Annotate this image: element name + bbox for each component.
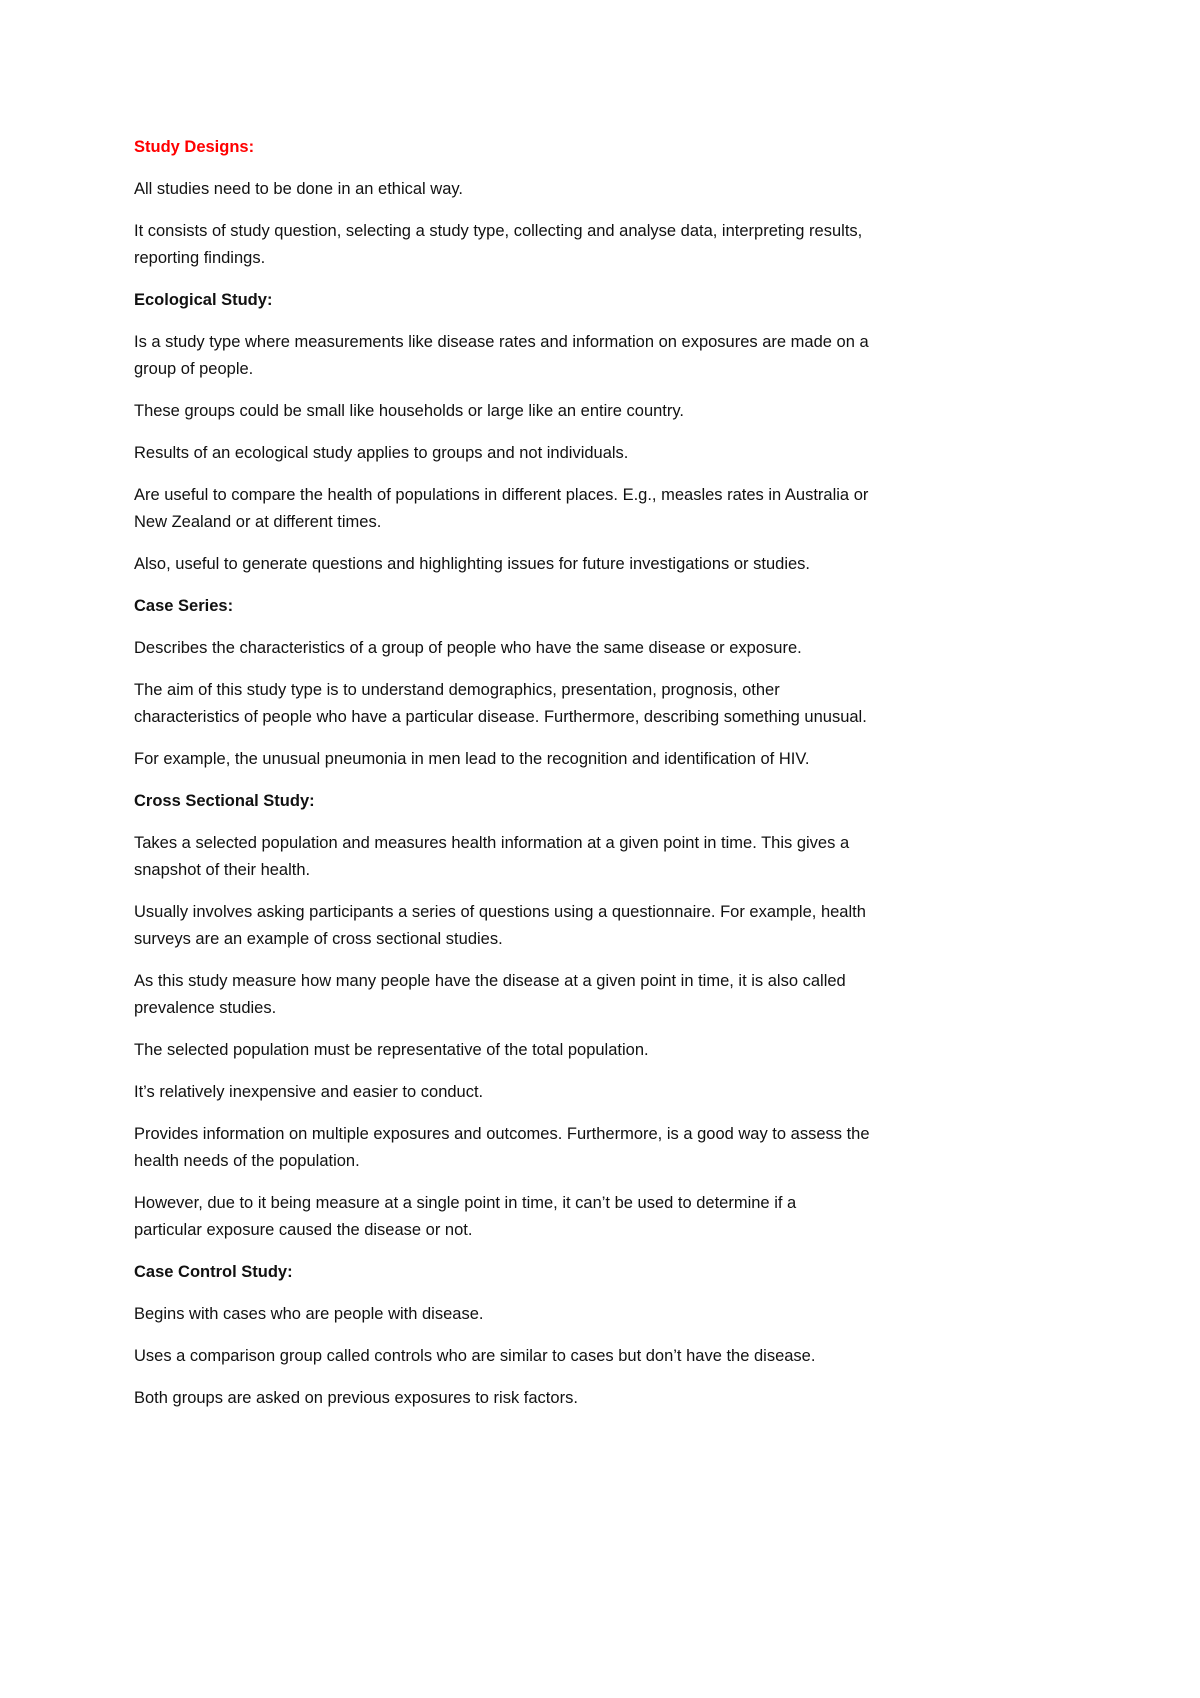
text-line: group of people.: [134, 360, 254, 378]
text-line: Takes a selected population and measures health information at a given point in time. This gives a: [134, 834, 850, 852]
text-line: It consists of study question, selecting a study type, collecting and analyse data, interpreting results,: [134, 222, 863, 240]
text-line: particular exposure caused the disease or not.: [134, 1221, 473, 1239]
text-line: Describes the characteristics of a group of people who have the same disease or exposure.: [134, 639, 802, 657]
text-line: characteristics of people who have a particular disease. Furthermore, describing something unusual.: [134, 708, 867, 726]
text-line: Both groups are asked on previous exposures to risk factors.: [134, 1389, 578, 1407]
paragraph: [134, 1343, 1074, 1370]
paragraph: [134, 329, 1074, 383]
paragraph: [134, 440, 1074, 467]
paragraph: [134, 218, 1074, 272]
text-line: Usually involves asking participants a series of questions using a questionnaire. For example, health: [134, 903, 866, 921]
document-body: [134, 176, 1074, 1412]
paragraph: [134, 968, 1074, 1022]
section-heading: [134, 788, 1074, 815]
paragraph: [134, 482, 1074, 536]
text-line: All studies need to be done in an ethical way.: [134, 180, 463, 198]
title-text: Study Designs:: [134, 138, 255, 156]
section-heading: [134, 593, 1074, 620]
paragraph: [134, 1301, 1074, 1328]
paragraph: [134, 1037, 1074, 1064]
text-line: Also, useful to generate questions and highlighting issues for future investigations or studies.: [134, 555, 810, 573]
text-line: Begins with cases who are people with disease.: [134, 1305, 484, 1323]
paragraph: [134, 551, 1074, 578]
paragraph: [134, 1121, 1074, 1175]
paragraph: [134, 1190, 1074, 1244]
paragraph: [134, 176, 1074, 203]
text-line: The aim of this study type is to understand demographics, presentation, prognosis, other: [134, 681, 780, 699]
paragraph: [134, 1079, 1074, 1106]
text-line: Cross Sectional Study:: [134, 792, 315, 810]
text-line: However, due to it being measure at a single point in time, it can’t be used to determine if a: [134, 1194, 797, 1212]
document-page: [134, 134, 1074, 1427]
text-line: For example, the unusual pneumonia in men lead to the recognition and identification of HIV.: [134, 750, 810, 768]
text-line: Uses a comparison group called controls who are similar to cases but don’t have the disease.: [134, 1347, 816, 1365]
text-line: reporting findings.: [134, 249, 266, 267]
text-line: Provides information on multiple exposures and outcomes. Furthermore, is a good way to assess the: [134, 1125, 870, 1143]
text-line: Is a study type where measurements like disease rates and information on exposures are made on a: [134, 333, 869, 351]
text-line: Case Control Study:: [134, 1263, 293, 1281]
text-line: snapshot of their health.: [134, 861, 311, 879]
paragraph: [134, 635, 1074, 662]
text-line: As this study measure how many people have the disease at a given point in time, it is also called: [134, 972, 846, 990]
paragraph: [134, 830, 1074, 884]
text-line: These groups could be small like households or large like an entire country.: [134, 402, 684, 420]
text-line: surveys are an example of cross sectional studies.: [134, 930, 503, 948]
paragraph: [134, 1385, 1074, 1412]
text-line: health needs of the population.: [134, 1152, 360, 1170]
paragraph: [134, 398, 1074, 425]
text-line: Case Series:: [134, 597, 234, 615]
text-line: New Zealand or at different times.: [134, 513, 382, 531]
text-line: Results of an ecological study applies to groups and not individuals.: [134, 444, 629, 462]
paragraph: [134, 677, 1074, 731]
text-line: It’s relatively inexpensive and easier to conduct.: [134, 1083, 484, 1101]
text-line: Ecological Study:: [134, 291, 273, 309]
paragraph: [134, 746, 1074, 773]
paragraph: [134, 899, 1074, 953]
section-heading: [134, 1259, 1074, 1286]
document-title: [134, 134, 1074, 161]
text-line: prevalence studies.: [134, 999, 277, 1017]
text-line: Are useful to compare the health of populations in different places. E.g., measles rates in Australia or: [134, 486, 869, 504]
section-heading: [134, 287, 1074, 314]
text-line: The selected population must be representative of the total population.: [134, 1041, 649, 1059]
